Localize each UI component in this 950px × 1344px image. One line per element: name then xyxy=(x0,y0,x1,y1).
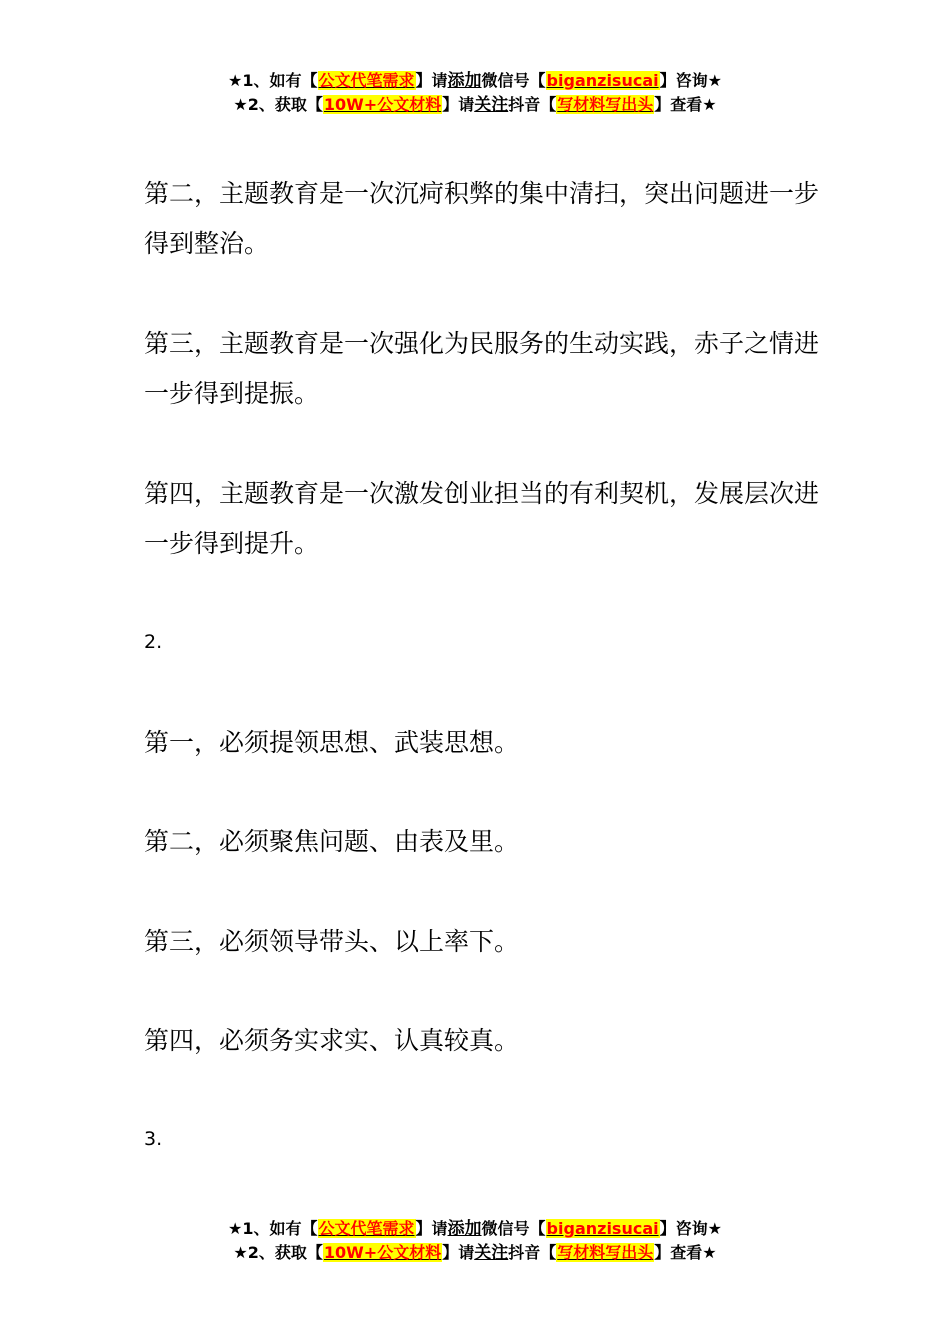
banner-highlight: 公文代笔需求 xyxy=(318,1219,415,1238)
banner-highlight: biganzisucai xyxy=(546,71,659,90)
paragraph: 第四，主题教育是一次激发创业担当的有利契机，发展层次进一步得到提升。 xyxy=(144,479,820,558)
footer-banner xyxy=(0,1217,950,1265)
banner-line-1 xyxy=(0,1217,950,1241)
paragraph: 第二，主题教育是一次沉疴积弊的集中清扫，突出问题进一步得到整治。 xyxy=(144,179,820,258)
banner-text: ★1、如有【 xyxy=(228,1219,318,1238)
banner-text: 微信号【 xyxy=(481,1219,546,1238)
banner-text: 】请 xyxy=(415,71,448,90)
banner-highlight: 写材料写出头 xyxy=(557,95,654,114)
header-banner xyxy=(0,69,950,117)
banner-text: 】查看★ xyxy=(654,95,717,114)
paragraph: 第三，必须领导带头、以上率下。 xyxy=(144,927,520,956)
banner-underline: 关注 xyxy=(474,95,509,115)
banner-text: 】咨询★ xyxy=(659,1219,722,1238)
banner-line-1 xyxy=(0,69,950,93)
paragraph: 第二，必须聚焦问题、由表及里。 xyxy=(144,827,520,856)
banner-text: 】查看★ xyxy=(654,1243,717,1262)
banner-line-2 xyxy=(0,1241,950,1265)
banner-highlight: biganzisucai xyxy=(546,1219,659,1238)
banner-text: ★1、如有【 xyxy=(228,71,318,90)
banner-highlight: 公文代笔需求 xyxy=(318,71,415,90)
banner-underline: 添加 xyxy=(447,1219,482,1239)
paragraph: 第三，主题教育是一次强化为民服务的生动实践，赤子之情进一步得到提振。 xyxy=(144,329,820,408)
paragraph: 第一，必须提领思想、武装思想。 xyxy=(144,728,520,757)
banner-text: ★2、获取【 xyxy=(233,1243,323,1262)
section-number: 3. xyxy=(144,1128,163,1150)
banner-text: 抖音【 xyxy=(508,95,557,114)
banner-text: 微信号【 xyxy=(481,71,546,90)
section-number: 2. xyxy=(144,631,163,653)
banner-text: ★2、获取【 xyxy=(233,95,323,114)
banner-text: 】咨询★ xyxy=(659,71,722,90)
banner-text: 】请 xyxy=(415,1219,448,1238)
banner-text: 抖音【 xyxy=(508,1243,557,1262)
banner-line-2 xyxy=(0,93,950,117)
banner-highlight: 写材料写出头 xyxy=(557,1243,654,1262)
paragraph: 第四，必须务实求实、认真较真。 xyxy=(144,1026,520,1055)
banner-highlight: 10W+公文材料 xyxy=(323,95,442,114)
banner-underline: 添加 xyxy=(447,71,482,91)
banner-text: 】请 xyxy=(442,95,475,114)
banner-highlight: 10W+公文材料 xyxy=(323,1243,442,1262)
banner-text: 】请 xyxy=(442,1243,475,1262)
banner-underline: 关注 xyxy=(474,1243,509,1263)
